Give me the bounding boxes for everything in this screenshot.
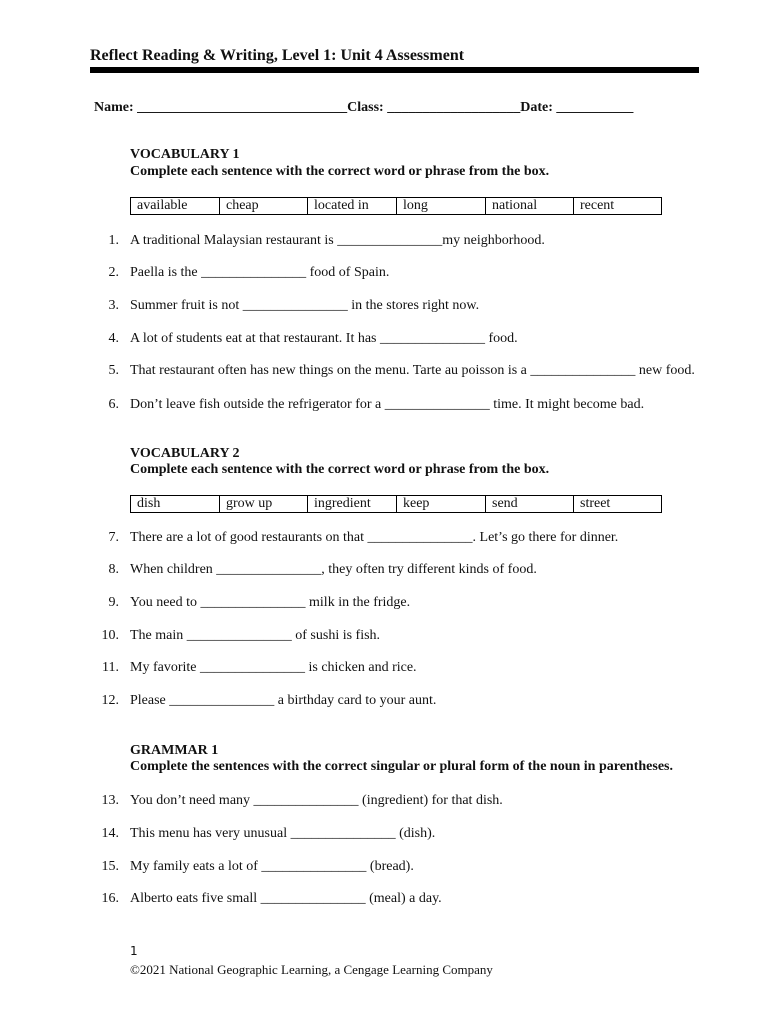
section-instruction: Complete each sentence with the correct word or phrase from the box.	[130, 462, 550, 477]
item-sentence: There are a lot of good restaurants on that _______________. Let’s go there for dinner.	[130, 530, 619, 545]
word-box-cell: send	[486, 496, 574, 513]
word-box-cell: national	[486, 198, 574, 215]
item-number: 5.	[108, 363, 119, 378]
item-sentence: Please _______________ a birthday card to your aunt.	[130, 693, 437, 708]
item-sentence: The main _______________ of sushi is fish.	[130, 628, 381, 643]
item-number: 15.	[101, 859, 119, 874]
section-instruction: Complete the sentences with the correct singular or plural form of the noun in parentheses.	[130, 759, 673, 774]
item-sentence: My favorite _______________ is chicken and rice.	[130, 660, 417, 675]
item-sentence: Alberto eats five small _______________ (meal) a day.	[130, 891, 442, 906]
item-number: 11.	[102, 660, 119, 675]
word-box-cell: available	[131, 198, 220, 215]
item-sentence: This menu has very unusual _______________ (dish).	[130, 826, 436, 841]
word-box-vocabulary-1	[130, 197, 662, 215]
word-box-cell: recent	[574, 198, 662, 215]
item-sentence: Don’t leave fish outside the refrigerator for a _______________ time. It might become bad.	[130, 397, 645, 412]
word-box-cell: dish	[131, 496, 220, 513]
word-box-vocabulary-2	[130, 495, 662, 513]
word-box-cell: long	[397, 198, 486, 215]
item-sentence: A traditional Malaysian restaurant is _______________my neighborhood.	[130, 233, 545, 248]
title-rule	[90, 67, 699, 73]
word-box-cell: cheap	[220, 198, 308, 215]
item-sentence: You need to _______________ milk in the fridge.	[130, 595, 411, 610]
item-number: 2.	[108, 265, 119, 280]
word-box-cell: located in	[308, 198, 397, 215]
page-number: 1	[130, 944, 138, 958]
item-number: 9.	[108, 595, 119, 610]
item-sentence: That restaurant often has new things on the menu. Tarte au poisson is a _______________ new food.	[130, 363, 695, 378]
section-heading-vocabulary-1: VOCABULARY 1	[130, 147, 240, 162]
item-number: 6.	[108, 397, 119, 412]
word-box-cell: street	[574, 496, 662, 513]
item-number: 4.	[108, 331, 119, 346]
item-number: 16.	[101, 891, 119, 906]
item-number: 7.	[108, 530, 119, 545]
word-box-cell: ingredient	[308, 496, 397, 513]
section-heading-grammar-1: GRAMMAR 1	[130, 743, 219, 758]
section-instruction: Complete each sentence with the correct word or phrase from the box.	[130, 164, 550, 179]
item-sentence: My family eats a lot of _______________ (bread).	[130, 859, 414, 874]
word-box-cell: grow up	[220, 496, 308, 513]
item-number: 8.	[108, 562, 119, 577]
item-sentence: Summer fruit is not _______________ in the stores right now.	[130, 298, 480, 313]
item-number: 10.	[101, 628, 119, 643]
section-heading-vocabulary-2: VOCABULARY 2	[130, 446, 240, 461]
item-sentence: When children _______________, they often try different kinds of food.	[130, 562, 537, 577]
item-sentence: A lot of students eat at that restaurant. It has _______________ food.	[130, 331, 518, 346]
student-info-line: Name: ______________________________Class: ___________________Date: ___________	[94, 100, 634, 115]
item-sentence: Paella is the _______________ food of Spain.	[130, 265, 390, 280]
item-number: 3.	[108, 298, 119, 313]
item-number: 14.	[101, 826, 119, 841]
item-number: 1.	[108, 233, 119, 248]
item-sentence: You don’t need many _______________ (ingredient) for that dish.	[130, 793, 503, 808]
item-number: 13.	[101, 793, 119, 808]
document-title: Reflect Reading & Writing, Level 1: Unit 4 Assessment	[90, 47, 465, 64]
copyright-notice: ©2021 National Geographic Learning, a Cengage Learning Company	[130, 962, 493, 977]
word-box-cell: keep	[397, 496, 486, 513]
item-number: 12.	[101, 693, 119, 708]
